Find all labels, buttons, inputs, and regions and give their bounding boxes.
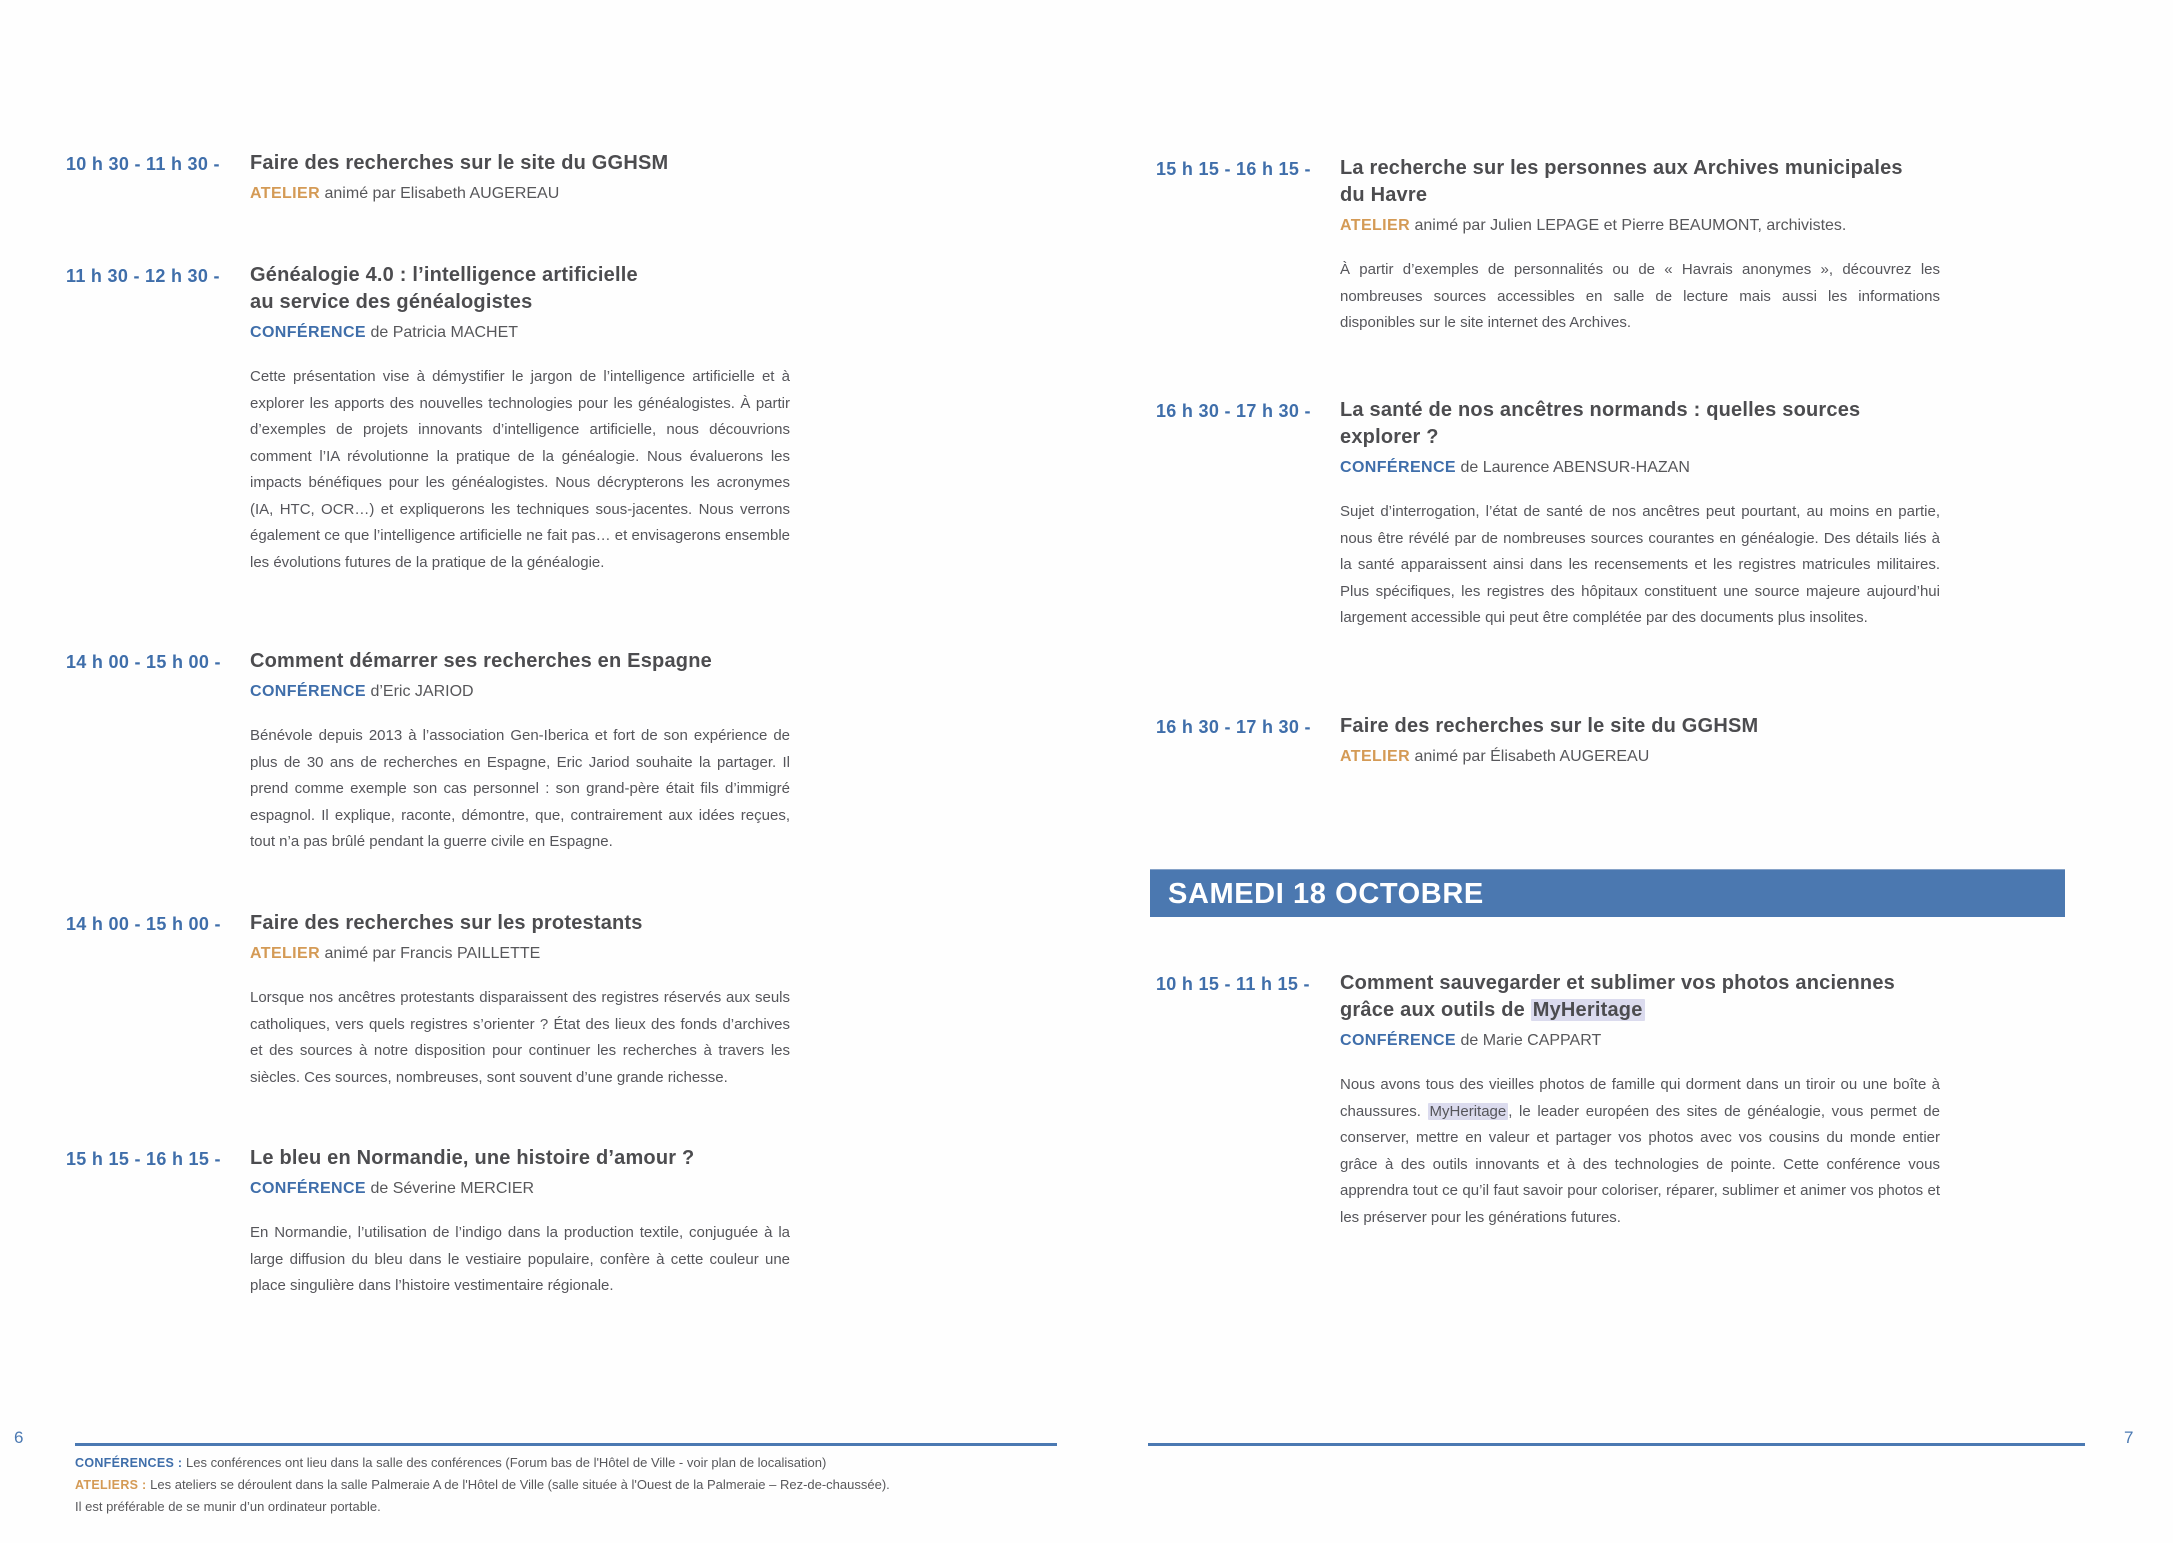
session-type-label: ATELIER	[250, 945, 321, 962]
footer-notes	[75, 1452, 995, 1517]
entry-title: Comment démarrer ses recherches en Espagne	[250, 650, 712, 672]
footer-rule-left	[75, 1443, 1057, 1446]
schedule-entry-protestants	[66, 910, 790, 1091]
entry-title: Faire des recherches sur le site du GGHSM	[1340, 715, 1759, 737]
schedule-entry-archives-havre	[1156, 155, 1940, 337]
entry-description: Sujet d’interrogation, l’état de santé de nos ancêtres peut pourtant, au moins en partie, nous être révélé par de nombreuses sources courantes en généalogie. Des détails liés à la santé apparaissent ainsi dans les recensements et les registres matricules militaires. Plus spécifiques, les registres des hôpitaux constituent une source majeure aujourd’hui largement accessible qui peut être complétée par des documents plus insolites.	[1340, 503, 1940, 626]
schedule-entry-gghsm-workshop-2	[1156, 713, 1940, 767]
page-number-left: 6	[14, 1428, 24, 1447]
entry-title: La recherche sur les personnes aux Archives municipales du Havre	[1340, 157, 1903, 206]
entry-speaker: CONFÉRENCE de Marie CAPPART	[1340, 1032, 1602, 1049]
entry-time: 10 h 30 - 11 h 30 -	[66, 154, 220, 174]
schedule-entry-myheritage-photos	[1156, 970, 1940, 1231]
entry-description: Lorsque nos ancêtres protestants disparaissent des registres réservés aux seuls catholiques, vers quels registres s’orienter ? État des lieux des fonds d’archives et des sources à notre disposition pour continuer les recherches à travers les siècles. Ces sources, nombreuses, sont souvent d’une grande richesse.	[250, 989, 790, 1086]
session-type-label: ATELIER	[250, 185, 321, 202]
entry-time: 14 h 00 - 15 h 00 -	[66, 914, 221, 934]
session-type-label: CONFÉRENCE	[1340, 459, 1457, 476]
entry-speaker: CONFÉRENCE de Séverine MERCIER	[250, 1180, 535, 1197]
entry-speaker: CONFÉRENCE de Laurence ABENSUR-HAZAN	[1340, 459, 1690, 476]
session-type-label: CONFÉRENCE	[250, 324, 367, 341]
conferences-label: CONFÉRENCES :	[75, 1456, 183, 1470]
footer-laptop-note: Il est préférable de se munir d’un ordinateur portable.	[75, 1499, 381, 1514]
entry-description: Cette présentation vise à démystifier le jargon de l’intelligence artificielle et à explorer les apports des nouvelles technologies pour les généalogistes. À partir d’exemples de projets innovants d’intelligence artificielle, nous découvrions comment l’IA révolutionne la pratique de la généalogie. Nous évaluerons les impacts bénéfiques pour les généalogistes. Nous décrypterons les acronymes (IA, HTC, OCR…) et expliquerons les techniques sous-jacentes. Nous verrons également ce que l’intelligence artificielle ne fait pas… et envisagerons ensemble les évolutions futures de la pratique de la généalogie.	[250, 368, 790, 571]
footer-rule-right	[1148, 1443, 2085, 1446]
page-number-right: 7	[2124, 1428, 2134, 1447]
schedule-entry-genealogie-40	[66, 262, 790, 576]
entry-speaker: CONFÉRENCE d’Eric JARIOD	[250, 683, 474, 700]
day-banner-samedi-18-octobre: SAMEDI 18 OCTOBRE	[1150, 869, 2065, 917]
entry-time: 10 h 15 - 11 h 15 -	[1156, 974, 1310, 994]
entry-time: 16 h 30 - 17 h 30 -	[1156, 717, 1311, 737]
entry-title: Faire des recherches sur les protestants	[250, 912, 643, 934]
entry-description: À partir d’exemples de personnalités ou de « Havrais anonymes », découvrez les nombreuses sources accessibles en salle de lecture mais aussi les informations disponibles sur le site internet des Archives.	[1340, 261, 1940, 331]
entry-time: 11 h 30 - 12 h 30 -	[66, 266, 220, 286]
session-type-label: ATELIER	[1340, 217, 1411, 234]
entry-speaker: ATELIER animé par Julien LEPAGE et Pierre BEAUMONT, archivistes.	[1340, 217, 1847, 234]
entry-speaker: ATELIER animé par Francis PAILLETTE	[250, 945, 541, 962]
entry-speaker: ATELIER animé par Elisabeth AUGEREAU	[250, 185, 560, 202]
myheritage-highlight: MyHeritage	[1429, 1102, 1507, 1120]
entry-title: La santé de nos ancêtres normands : quelles sources explorer ?	[1340, 399, 1861, 448]
schedule-entry-gghsm-workshop	[66, 150, 790, 204]
entry-title: Faire des recherches sur le site du GGHSM	[250, 152, 669, 174]
entry-speaker: CONFÉRENCE de Patricia MACHET	[250, 324, 519, 341]
entry-title: Généalogie 4.0 : l’intelligence artificielle au service des généalogistes	[250, 264, 638, 313]
entry-title: Le bleu en Normandie, une histoire d’amour ?	[250, 1147, 695, 1169]
myheritage-highlight: MyHeritage	[1532, 999, 1643, 1021]
session-type-label: CONFÉRENCE	[1340, 1032, 1457, 1049]
entry-description: En Normandie, l’utilisation de l’indigo dans la production textile, conjuguée à la large diffusion du bleu dans le vestiaire populaire, confère à cette couleur une place singulière dans l’histoire vestimentaire régionale.	[250, 1224, 790, 1294]
schedule-entry-sante-ancetres	[1156, 397, 1940, 632]
entry-description: Nous avons tous des vieilles photos de famille qui dorment dans un tiroir ou une boîte à chaussures. MyHeritage , le leader européen des sites de généalogie, vous permet de conserver, mettre en valeur et partager vos photos avec vos cousins du monde entier grâce à des outils innovants et à des technologies de pointe. Cette conférence vous apprendra tout ce qu’il faut savoir pour coloriser, réparer, sublimer et animer vos photos et les préserver pour les générations futures.	[1340, 1076, 1940, 1226]
footer-ateliers-note: ATELIERS : Les ateliers se déroulent dans la salle Palmeraie A de l'Hôtel de Ville (salle située à l'Ouest de la Palmeraie – Rez-de-chaussée).	[75, 1477, 890, 1492]
entry-time: 15 h 15 - 16 h 15 -	[66, 1149, 221, 1169]
entry-title: Comment sauvegarder et sublimer vos photos anciennes grâce aux outils de MyHeritage	[1340, 972, 1895, 1021]
session-type-label: CONFÉRENCE	[250, 683, 367, 700]
footer-conferences-note: CONFÉRENCES : Les conférences ont lieu dans la salle des conférences (Forum bas de l'Hôtel de Ville - voir plan de localisation)	[75, 1455, 827, 1470]
session-type-label: ATELIER	[1340, 748, 1411, 765]
ateliers-label: ATELIERS :	[75, 1478, 147, 1492]
schedule-entry-bleu-normandie	[66, 1145, 790, 1300]
entry-time: 16 h 30 - 17 h 30 -	[1156, 401, 1311, 421]
schedule-entry-espagne	[66, 648, 790, 856]
entry-description: Bénévole depuis 2013 à l’association Gen-Iberica et fort de son expérience de plus de 30 ans de recherches en Espagne, Eric Jariod souhaite la partager. Il prend comme exemple son cas personnel : son grand-père était fils d’immigré espagnol. Il explique, raconte, démontre, que, contrairement aux idées reçues, tout n’a pas brûlé pendant la guerre civile en Espagne.	[250, 727, 790, 850]
session-type-label: CONFÉRENCE	[250, 1180, 367, 1197]
entry-time: 14 h 00 - 15 h 00 -	[66, 652, 221, 672]
entry-time: 15 h 15 - 16 h 15 -	[1156, 159, 1311, 179]
entry-speaker: ATELIER animé par Élisabeth AUGEREAU	[1340, 748, 1650, 765]
